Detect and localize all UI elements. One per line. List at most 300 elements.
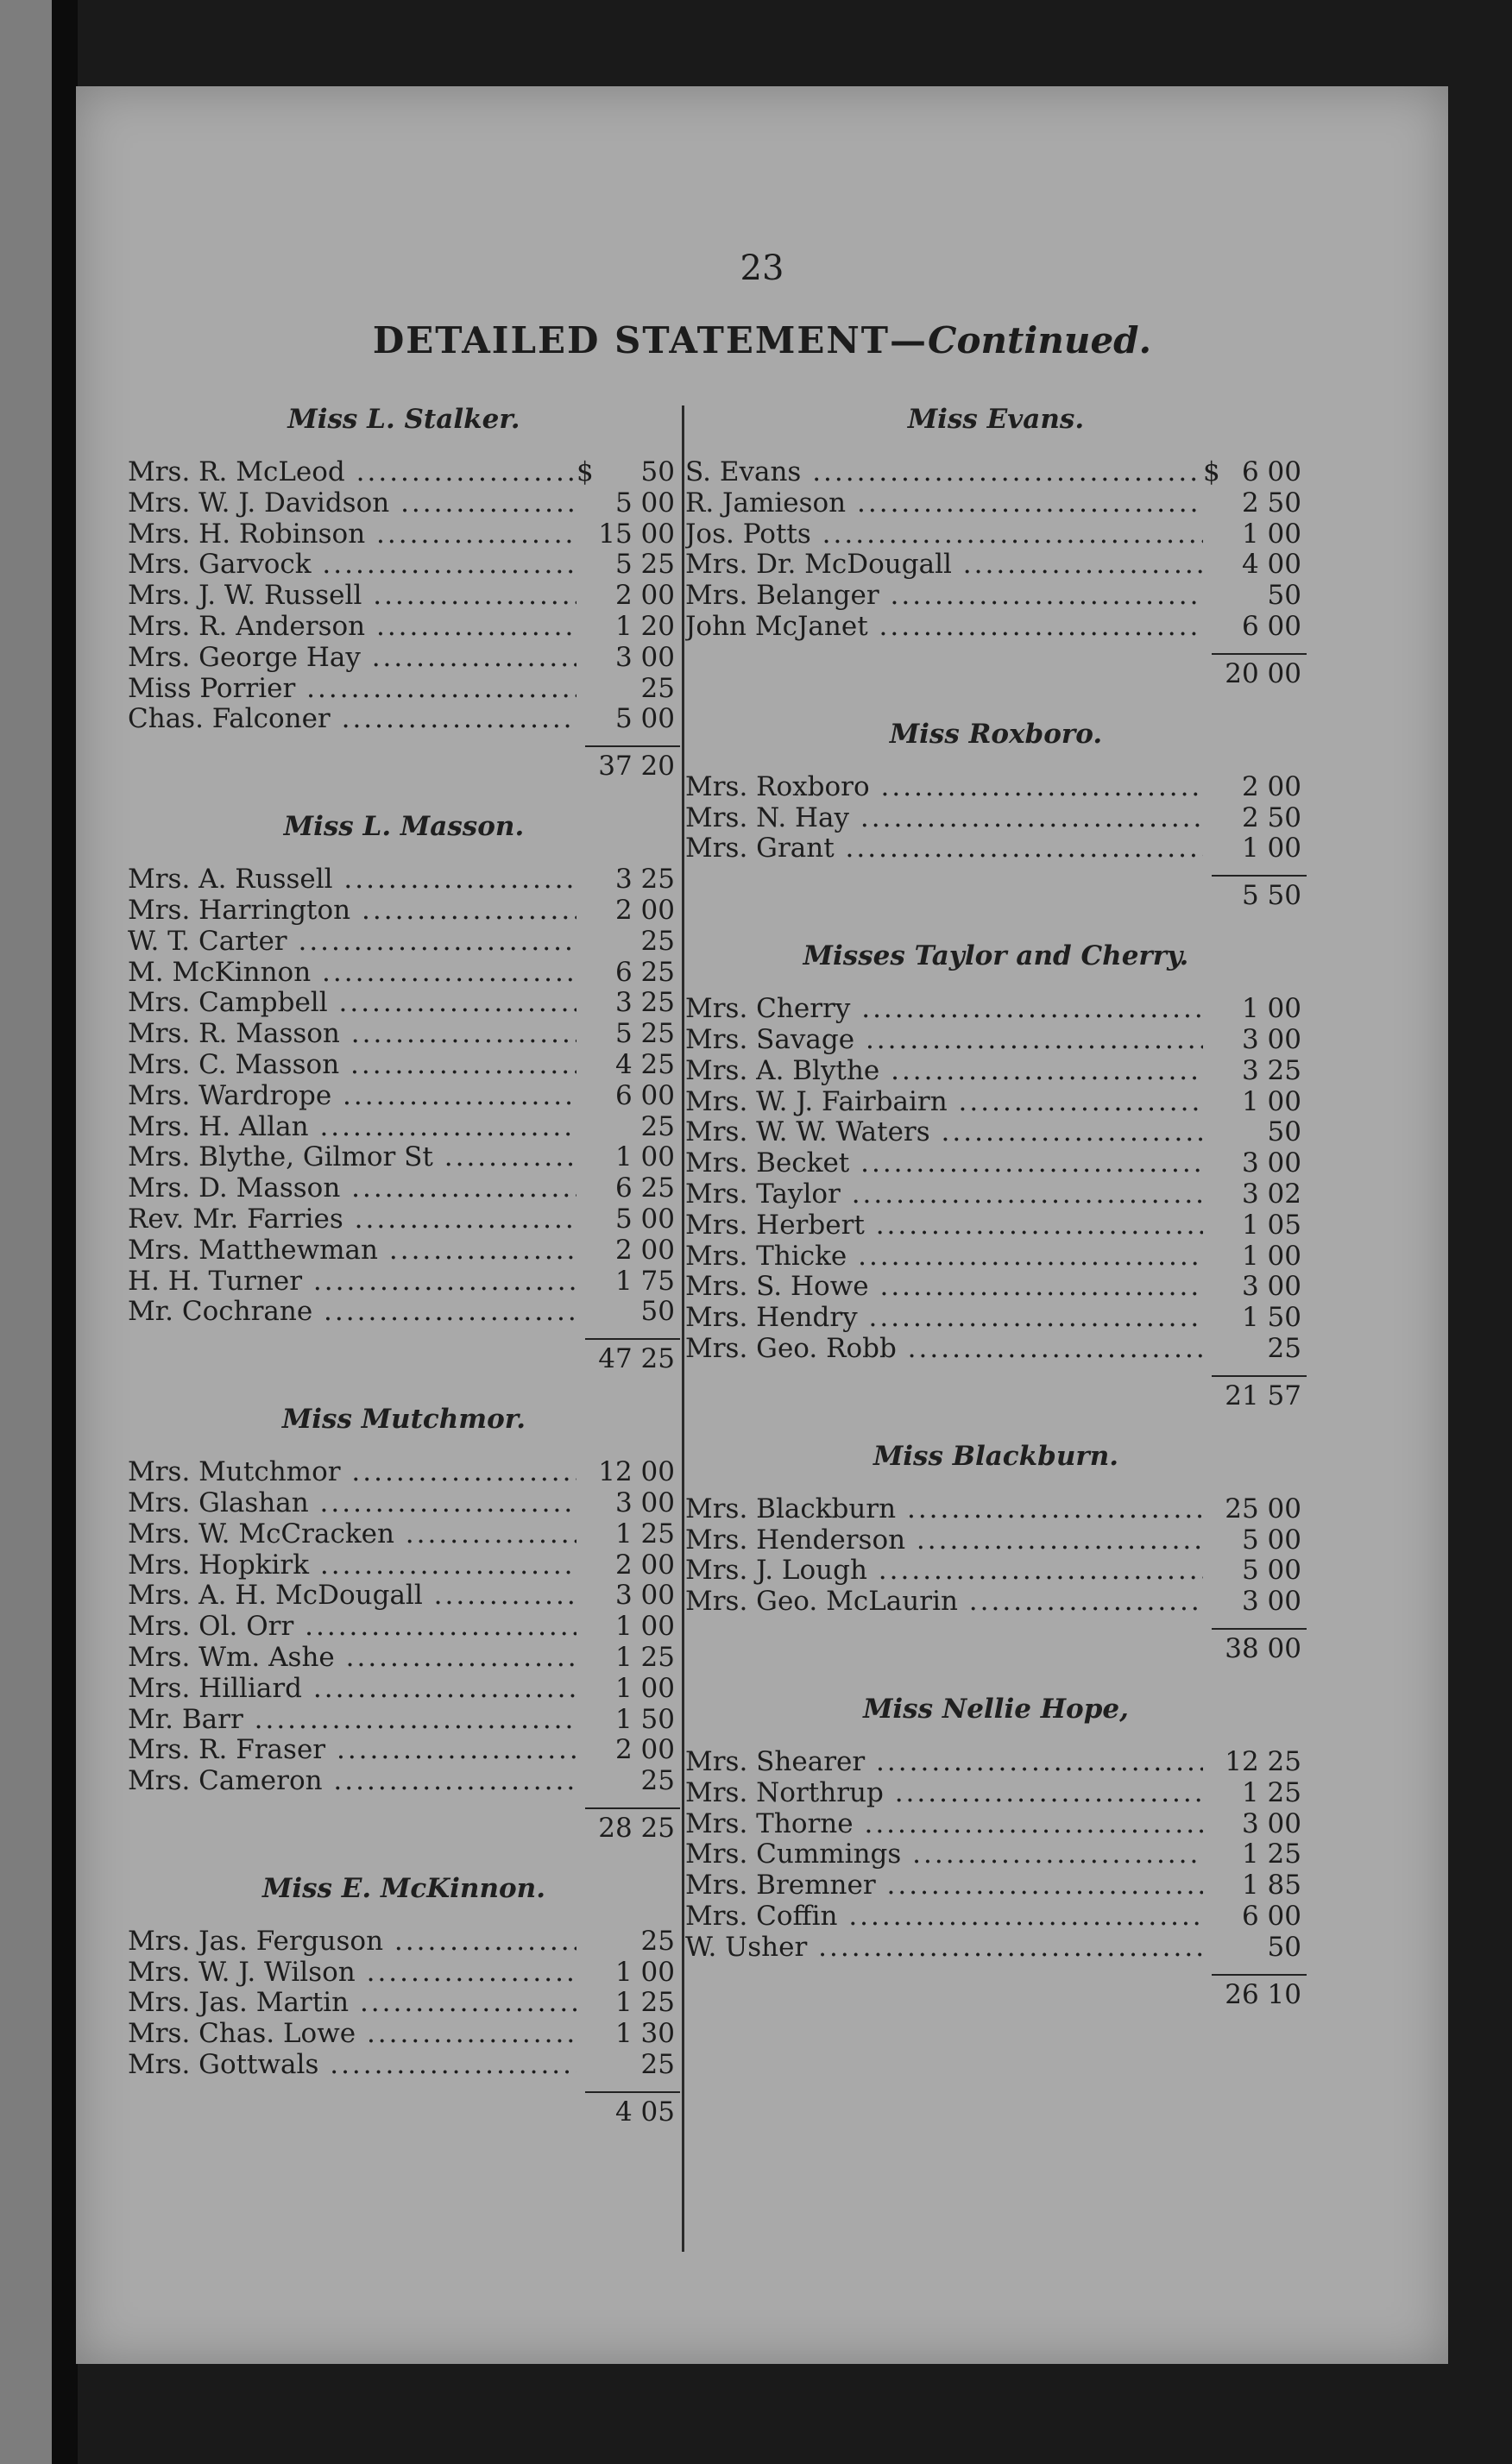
donor-name: Mrs. Cameron ..... bbox=[128, 1766, 576, 1797]
currency-sign bbox=[576, 1081, 595, 1112]
donation-amount: 25 bbox=[640, 2049, 675, 2081]
page-title bbox=[76, 319, 1448, 361]
currency-sign bbox=[576, 612, 595, 643]
section-total: 47 25 bbox=[598, 1343, 675, 1375]
donation-amount: 12 00 bbox=[598, 1456, 675, 1488]
donor-row bbox=[128, 1112, 680, 1143]
donor-name: M. McKinnon ..... bbox=[128, 958, 576, 989]
donor-name: Mrs. Blackburn ..... bbox=[685, 1494, 1203, 1525]
title-main: DETAILED STATEMENT— bbox=[372, 319, 929, 361]
donor-row bbox=[685, 1839, 1307, 1870]
currency-sign bbox=[576, 1581, 595, 1612]
donor-name: Mrs. Geo. McLaurin ..... bbox=[685, 1587, 1203, 1618]
donor-row bbox=[128, 1643, 680, 1674]
donation-amount: 3 00 bbox=[1241, 1271, 1301, 1303]
donor-row bbox=[128, 1988, 680, 2019]
section-total: 28 25 bbox=[598, 1812, 675, 1844]
currency-sign bbox=[1203, 519, 1222, 550]
donor-name: Mrs. W. J. Fairbairn ..... bbox=[685, 1087, 1203, 1118]
currency-sign bbox=[1203, 1148, 1222, 1179]
donor-row bbox=[128, 958, 680, 989]
donation-amount: 1 25 bbox=[1241, 1776, 1301, 1808]
donation-amount: 6 25 bbox=[614, 956, 675, 988]
donation-amount: 3 00 bbox=[1241, 1147, 1301, 1179]
donor-row bbox=[128, 1927, 680, 1958]
donor-row bbox=[685, 1210, 1307, 1241]
collector-section bbox=[685, 397, 1307, 712]
donor-row bbox=[128, 550, 680, 581]
currency-sign bbox=[1203, 772, 1222, 803]
donor-name: Mrs. Glashan ..... bbox=[128, 1488, 576, 1519]
donor-row bbox=[128, 704, 680, 735]
collector-section bbox=[128, 397, 680, 804]
collector-section bbox=[685, 933, 1307, 1434]
donation-amount: 1 00 bbox=[1241, 1085, 1301, 1117]
currency-sign bbox=[576, 1519, 595, 1550]
donation-amount: 3 00 bbox=[614, 641, 675, 673]
donor-name: Mrs. Chas. Lowe ..... bbox=[128, 2019, 576, 2050]
donor-row bbox=[128, 1050, 680, 1081]
currency-sign bbox=[576, 896, 595, 927]
donor-name: R. Jamieson ..... bbox=[685, 488, 1203, 519]
donor-name: Mrs. Becket ..... bbox=[685, 1148, 1203, 1179]
collector-section bbox=[685, 712, 1307, 933]
donor-row bbox=[685, 772, 1307, 803]
donation-amount: 50 bbox=[640, 1296, 675, 1328]
donation-amount: 2 00 bbox=[614, 1234, 675, 1266]
donor-name: Mrs. Harrington ..... bbox=[128, 896, 576, 927]
donor-row bbox=[128, 1019, 680, 1050]
section-heading: Miss E. McKinnon. bbox=[262, 1872, 545, 1904]
donation-amount: 1 00 bbox=[1241, 993, 1301, 1025]
currency-sign bbox=[1203, 1778, 1222, 1809]
donation-amount: 1 00 bbox=[1241, 1240, 1301, 1272]
currency-sign bbox=[1203, 1179, 1222, 1210]
donor-row bbox=[685, 519, 1307, 550]
title-continued: Continued. bbox=[928, 319, 1152, 361]
donation-amount: 2 50 bbox=[1241, 487, 1301, 519]
section-total: 20 00 bbox=[1225, 657, 1301, 689]
currency-sign bbox=[576, 1019, 595, 1050]
donor-row bbox=[685, 1025, 1307, 1056]
donor-row bbox=[128, 643, 680, 674]
donor-row bbox=[128, 1612, 680, 1643]
donor-name: Mrs. Henderson ..... bbox=[685, 1525, 1203, 1556]
donor-name: John McJanet ..... bbox=[685, 612, 1203, 643]
donor-row bbox=[685, 457, 1307, 488]
donor-name: Mrs. Thicke ..... bbox=[685, 1241, 1203, 1273]
donor-row bbox=[128, 1550, 680, 1581]
donor-row bbox=[685, 833, 1307, 864]
donor-name: Mrs. Grant ..... bbox=[685, 833, 1203, 864]
donor-row bbox=[128, 1297, 680, 1328]
donor-name: Mrs. A. Russell ..... bbox=[128, 864, 576, 896]
donation-amount: 3 00 bbox=[1241, 1023, 1301, 1055]
donor-name: Mrs. Bremner ..... bbox=[685, 1870, 1203, 1901]
donation-amount: 5 00 bbox=[614, 1203, 675, 1235]
currency-sign bbox=[1203, 1087, 1222, 1118]
donor-row bbox=[685, 803, 1307, 834]
donation-amount: 25 bbox=[640, 672, 675, 704]
donation-amount: 6 00 bbox=[614, 1079, 675, 1111]
currency-sign bbox=[576, 704, 595, 735]
currency-sign bbox=[576, 988, 595, 1019]
donation-amount: 1 00 bbox=[614, 1672, 675, 1704]
donation-amount: 3 25 bbox=[614, 864, 675, 896]
currency-sign: $ bbox=[576, 456, 594, 487]
donor-row bbox=[128, 674, 680, 705]
currency-sign bbox=[576, 1173, 595, 1204]
donation-amount: 25 bbox=[640, 925, 675, 957]
collector-section bbox=[128, 1866, 680, 2150]
donation-amount: 3 25 bbox=[614, 987, 675, 1019]
donor-row bbox=[128, 1766, 680, 1797]
currency-sign bbox=[576, 1457, 595, 1488]
donation-amount: 1 00 bbox=[614, 1611, 675, 1643]
section-total: 21 57 bbox=[1225, 1380, 1301, 1411]
donor-name: Mrs. W. McCracken ..... bbox=[128, 1519, 576, 1550]
donor-row bbox=[685, 1056, 1307, 1087]
donation-amount: 5 00 bbox=[1241, 1555, 1301, 1587]
donor-name: Mrs. Roxboro ..... bbox=[685, 772, 1203, 803]
donation-amount: 25 bbox=[1267, 1332, 1301, 1364]
donor-name: Mrs. Campbell ..... bbox=[128, 988, 576, 1019]
currency-sign bbox=[576, 864, 595, 896]
currency-sign bbox=[576, 1235, 595, 1267]
donor-name: Mrs. Savage ..... bbox=[685, 1025, 1203, 1056]
donor-row bbox=[128, 519, 680, 550]
donor-name: Mrs. Coffin ..... bbox=[685, 1901, 1203, 1933]
section-total: 26 10 bbox=[1225, 1978, 1301, 2010]
currency-sign bbox=[576, 958, 595, 989]
donor-name: Mrs. A. H. McDougall ..... bbox=[128, 1581, 576, 1612]
donor-row bbox=[128, 1519, 680, 1550]
donor-name: Mrs. D. Masson ..... bbox=[128, 1173, 576, 1204]
donor-row bbox=[128, 1674, 680, 1705]
collector-section bbox=[685, 1434, 1307, 1687]
currency-sign bbox=[1203, 1587, 1222, 1618]
currency-sign bbox=[1203, 1556, 1222, 1587]
donation-amount: 1 75 bbox=[614, 1265, 675, 1297]
currency-sign bbox=[576, 1927, 595, 1958]
donation-amount: 2 00 bbox=[614, 1549, 675, 1581]
currency-sign bbox=[1203, 1272, 1222, 1303]
donation-amount: 25 bbox=[640, 1765, 675, 1797]
section-heading: Miss Nellie Hope, bbox=[863, 1693, 1129, 1725]
donor-name: H. H. Turner ..... bbox=[128, 1267, 576, 1298]
donation-amount: 1 25 bbox=[614, 1641, 675, 1673]
currency-sign bbox=[1203, 1870, 1222, 1901]
donor-name: Mrs. Wm. Ashe ..... bbox=[128, 1643, 576, 1674]
collector-section bbox=[128, 1397, 680, 1866]
donor-name: Mrs. Cummings ..... bbox=[685, 1839, 1203, 1870]
donation-amount: 1 20 bbox=[614, 610, 675, 642]
donation-amount: 12 25 bbox=[1225, 1745, 1301, 1777]
donation-amount: 1 85 bbox=[1241, 1870, 1301, 1901]
donor-row bbox=[685, 1778, 1307, 1809]
donor-name: Mrs. R. Masson ..... bbox=[128, 1019, 576, 1050]
currency-sign bbox=[576, 1488, 595, 1519]
donor-row bbox=[128, 488, 680, 519]
donation-amount: 3 00 bbox=[614, 1580, 675, 1612]
donor-row bbox=[128, 1267, 680, 1298]
donation-amount: 50 bbox=[1267, 1116, 1301, 1148]
donor-name: Jos. Potts ..... bbox=[685, 519, 1203, 550]
left-column bbox=[128, 397, 680, 2150]
donor-name: Mrs. A. Blythe ..... bbox=[685, 1056, 1203, 1087]
donor-name: Mrs. Shearer ..... bbox=[685, 1747, 1203, 1778]
donor-name: Mrs. Garvock ..... bbox=[128, 550, 576, 581]
donation-amount: 25 bbox=[640, 1110, 675, 1142]
section-total: 37 20 bbox=[598, 751, 675, 783]
column-divider bbox=[682, 405, 684, 2252]
section-total: 38 00 bbox=[1225, 1632, 1301, 1664]
donor-name: S. Evans ..... bbox=[685, 457, 1203, 488]
donor-row bbox=[128, 1958, 680, 1989]
donation-amount: 1 05 bbox=[1241, 1209, 1301, 1241]
donation-amount: 1 25 bbox=[1241, 1839, 1301, 1870]
donor-row bbox=[685, 1587, 1307, 1618]
currency-sign bbox=[576, 1204, 595, 1235]
donor-row bbox=[685, 1933, 1307, 1964]
donor-name: Rev. Mr. Farries ..... bbox=[128, 1204, 576, 1235]
donor-row bbox=[128, 1457, 680, 1488]
currency-sign bbox=[576, 550, 595, 581]
donor-row bbox=[685, 1494, 1307, 1525]
donor-row bbox=[685, 612, 1307, 643]
currency-sign bbox=[576, 1958, 595, 1989]
donor-row bbox=[128, 1705, 680, 1736]
donor-name: Mrs. J. Lough ..... bbox=[685, 1556, 1203, 1587]
currency-sign bbox=[576, 2019, 595, 2050]
currency-sign bbox=[576, 2050, 595, 2081]
donor-row bbox=[685, 1870, 1307, 1901]
donor-name: Mrs. Belanger ..... bbox=[685, 581, 1203, 612]
donor-name: Mrs. Ol. Orr ..... bbox=[128, 1612, 576, 1643]
donor-name: Mrs. Gottwals ..... bbox=[128, 2050, 576, 2081]
currency-sign bbox=[1203, 1809, 1222, 1840]
currency-sign bbox=[576, 674, 595, 705]
donor-row bbox=[128, 1235, 680, 1267]
donation-amount: 4 25 bbox=[614, 1048, 675, 1080]
section-total: 4 05 bbox=[614, 2096, 675, 2128]
currency-sign bbox=[576, 1674, 595, 1705]
currency-sign bbox=[576, 1766, 595, 1797]
currency-sign bbox=[576, 1643, 595, 1674]
section-heading: Miss L. Masson. bbox=[283, 811, 525, 843]
currency-sign bbox=[1203, 1334, 1222, 1365]
currency-sign bbox=[576, 1050, 595, 1081]
donor-row bbox=[685, 1747, 1307, 1778]
currency-sign bbox=[576, 1112, 595, 1143]
donor-name: Mrs. Blythe, Gilmor St ..... bbox=[128, 1142, 576, 1173]
donation-amount: 2 00 bbox=[1241, 770, 1301, 802]
donor-row bbox=[685, 1272, 1307, 1303]
donor-name: Mrs. H. Robinson ..... bbox=[128, 519, 576, 550]
donor-row bbox=[685, 1525, 1307, 1556]
donor-name: Mrs. Herbert ..... bbox=[685, 1210, 1203, 1241]
donation-amount: 1 25 bbox=[614, 1987, 675, 2019]
currency-sign bbox=[1203, 1056, 1222, 1087]
currency-sign bbox=[1203, 1839, 1222, 1870]
donor-name: Mrs. Taylor ..... bbox=[685, 1179, 1203, 1210]
donor-row bbox=[128, 457, 680, 488]
donor-row bbox=[128, 581, 680, 612]
donation-amount: 5 25 bbox=[614, 1018, 675, 1050]
currency-sign bbox=[1203, 1210, 1222, 1241]
donation-amount: 50 bbox=[1267, 1931, 1301, 1963]
donor-name: Mr. Cochrane ..... bbox=[128, 1297, 576, 1328]
donor-row bbox=[128, 1204, 680, 1235]
donation-amount: 5 00 bbox=[614, 703, 675, 735]
donation-amount: 3 00 bbox=[1241, 1586, 1301, 1618]
donor-name: Mrs. Thorne ..... bbox=[685, 1809, 1203, 1840]
donor-row bbox=[685, 1809, 1307, 1840]
donor-name: Mrs. Mutchmor ..... bbox=[128, 1457, 576, 1488]
currency-sign bbox=[1203, 1117, 1222, 1148]
donation-amount: 1 50 bbox=[1241, 1302, 1301, 1334]
currency-sign bbox=[576, 519, 595, 550]
donor-name: Mrs. S. Howe ..... bbox=[685, 1272, 1203, 1303]
currency-sign bbox=[1203, 550, 1222, 581]
collector-section bbox=[685, 1687, 1307, 2033]
document-page bbox=[76, 86, 1448, 2364]
donation-amount: 6 00 bbox=[1241, 610, 1301, 642]
donor-row bbox=[128, 1735, 680, 1766]
donor-name: Mrs. N. Hay ..... bbox=[685, 803, 1203, 834]
currency-sign bbox=[1203, 1494, 1222, 1525]
donor-row bbox=[685, 1087, 1307, 1118]
donation-amount: 5 00 bbox=[614, 487, 675, 519]
currency-sign bbox=[576, 927, 595, 958]
donor-row bbox=[128, 1488, 680, 1519]
donation-amount: 5 00 bbox=[1241, 1524, 1301, 1556]
currency-sign bbox=[1203, 1025, 1222, 1056]
donation-amount: 50 bbox=[1267, 580, 1301, 612]
donation-amount: 50 bbox=[640, 456, 675, 487]
currency-sign bbox=[1203, 994, 1222, 1025]
currency-sign bbox=[576, 1297, 595, 1328]
currency-sign bbox=[576, 1612, 595, 1643]
donation-amount: 2 00 bbox=[614, 580, 675, 612]
donor-row bbox=[128, 1581, 680, 1612]
donor-name: Mrs. R. Fraser ..... bbox=[128, 1735, 576, 1766]
currency-sign bbox=[576, 488, 595, 519]
currency-sign bbox=[1203, 1241, 1222, 1273]
donor-row bbox=[128, 1173, 680, 1204]
currency-sign bbox=[1203, 803, 1222, 834]
section-heading: Miss Mutchmor. bbox=[281, 1404, 526, 1436]
donor-name: Mrs. W. W. Waters ..... bbox=[685, 1117, 1203, 1148]
donor-name: Mrs. Hopkirk ..... bbox=[128, 1550, 576, 1581]
donor-name: Mrs. R. Anderson ..... bbox=[128, 612, 576, 643]
currency-sign bbox=[1203, 612, 1222, 643]
donor-name: Mrs. Jas. Martin ..... bbox=[128, 1988, 576, 2019]
currency-sign bbox=[576, 1735, 595, 1766]
donation-amount: 2 00 bbox=[614, 894, 675, 926]
donation-amount: 3 00 bbox=[1241, 1807, 1301, 1839]
donor-row bbox=[685, 994, 1307, 1025]
donor-name: Miss Porrier ..... bbox=[128, 674, 576, 705]
donor-name: W. T. Carter ..... bbox=[128, 927, 576, 958]
currency-sign: $ bbox=[1203, 456, 1220, 487]
section-heading: Misses Taylor and Cherry. bbox=[803, 940, 1189, 972]
donor-name: Mrs. Jas. Ferguson ..... bbox=[128, 1927, 576, 1958]
donor-row bbox=[128, 2019, 680, 2050]
donor-name: Mrs. H. Allan ..... bbox=[128, 1112, 576, 1143]
donor-row bbox=[128, 896, 680, 927]
donation-amount: 15 00 bbox=[598, 518, 675, 550]
currency-sign bbox=[576, 1267, 595, 1298]
donor-row bbox=[685, 1117, 1307, 1148]
donation-amount: 2 00 bbox=[614, 1734, 675, 1766]
donation-amount: 1 00 bbox=[1241, 518, 1301, 550]
donation-amount: 3 00 bbox=[614, 1487, 675, 1518]
currency-sign bbox=[576, 581, 595, 612]
currency-sign bbox=[1203, 1901, 1222, 1933]
donor-name: Mr. Barr ..... bbox=[128, 1705, 576, 1736]
donor-name: Mrs. W. J. Davidson ..... bbox=[128, 488, 576, 519]
currency-sign bbox=[1203, 1525, 1222, 1556]
donation-amount: 1 30 bbox=[614, 2018, 675, 2050]
donor-row bbox=[685, 488, 1307, 519]
currency-sign bbox=[1203, 1933, 1222, 1964]
donor-row bbox=[128, 1142, 680, 1173]
donation-amount: 3 02 bbox=[1241, 1178, 1301, 1210]
donor-row bbox=[685, 1148, 1307, 1179]
donor-row bbox=[128, 927, 680, 958]
currency-sign bbox=[576, 643, 595, 674]
donation-amount: 6 25 bbox=[614, 1172, 675, 1204]
currency-sign bbox=[576, 1705, 595, 1736]
donor-name: Mrs. Wardrope ..... bbox=[128, 1081, 576, 1112]
donation-amount: 1 25 bbox=[614, 1518, 675, 1549]
donor-row bbox=[685, 1179, 1307, 1210]
donor-name: Mrs. Cherry ..... bbox=[685, 994, 1203, 1025]
donor-row bbox=[128, 1081, 680, 1112]
donor-row bbox=[128, 988, 680, 1019]
donation-amount: 1 00 bbox=[614, 1956, 675, 1988]
donor-name: Mrs. George Hay ..... bbox=[128, 643, 576, 674]
collector-section bbox=[128, 804, 680, 1397]
donor-row bbox=[685, 1901, 1307, 1933]
donor-row bbox=[128, 612, 680, 643]
donor-row bbox=[128, 2050, 680, 2081]
donor-name: Mrs. Hendry ..... bbox=[685, 1303, 1203, 1334]
currency-sign bbox=[576, 1988, 595, 2019]
currency-sign bbox=[1203, 488, 1222, 519]
donation-amount: 6 00 bbox=[1241, 1900, 1301, 1932]
donation-amount: 1 00 bbox=[1241, 833, 1301, 864]
donor-name: Mrs. Hilliard ..... bbox=[128, 1674, 576, 1705]
donor-name: Chas. Falconer ..... bbox=[128, 704, 576, 735]
donor-name: W. Usher ..... bbox=[685, 1933, 1203, 1964]
donor-name: Mrs. W. J. Wilson ..... bbox=[128, 1958, 576, 1989]
donor-row bbox=[685, 1556, 1307, 1587]
donation-amount: 1 00 bbox=[614, 1141, 675, 1173]
donation-amount: 5 25 bbox=[614, 549, 675, 581]
donation-amount: 2 50 bbox=[1241, 801, 1301, 833]
book-gutter bbox=[52, 0, 78, 2464]
currency-sign bbox=[1203, 581, 1222, 612]
currency-sign bbox=[1203, 833, 1222, 864]
donor-name: Mrs. J. W. Russell ..... bbox=[128, 581, 576, 612]
donor-row bbox=[685, 1334, 1307, 1365]
donor-name: Mrs. C. Masson ..... bbox=[128, 1050, 576, 1081]
donor-row bbox=[685, 581, 1307, 612]
donor-row bbox=[685, 550, 1307, 581]
section-heading: Miss Roxboro. bbox=[889, 718, 1103, 750]
